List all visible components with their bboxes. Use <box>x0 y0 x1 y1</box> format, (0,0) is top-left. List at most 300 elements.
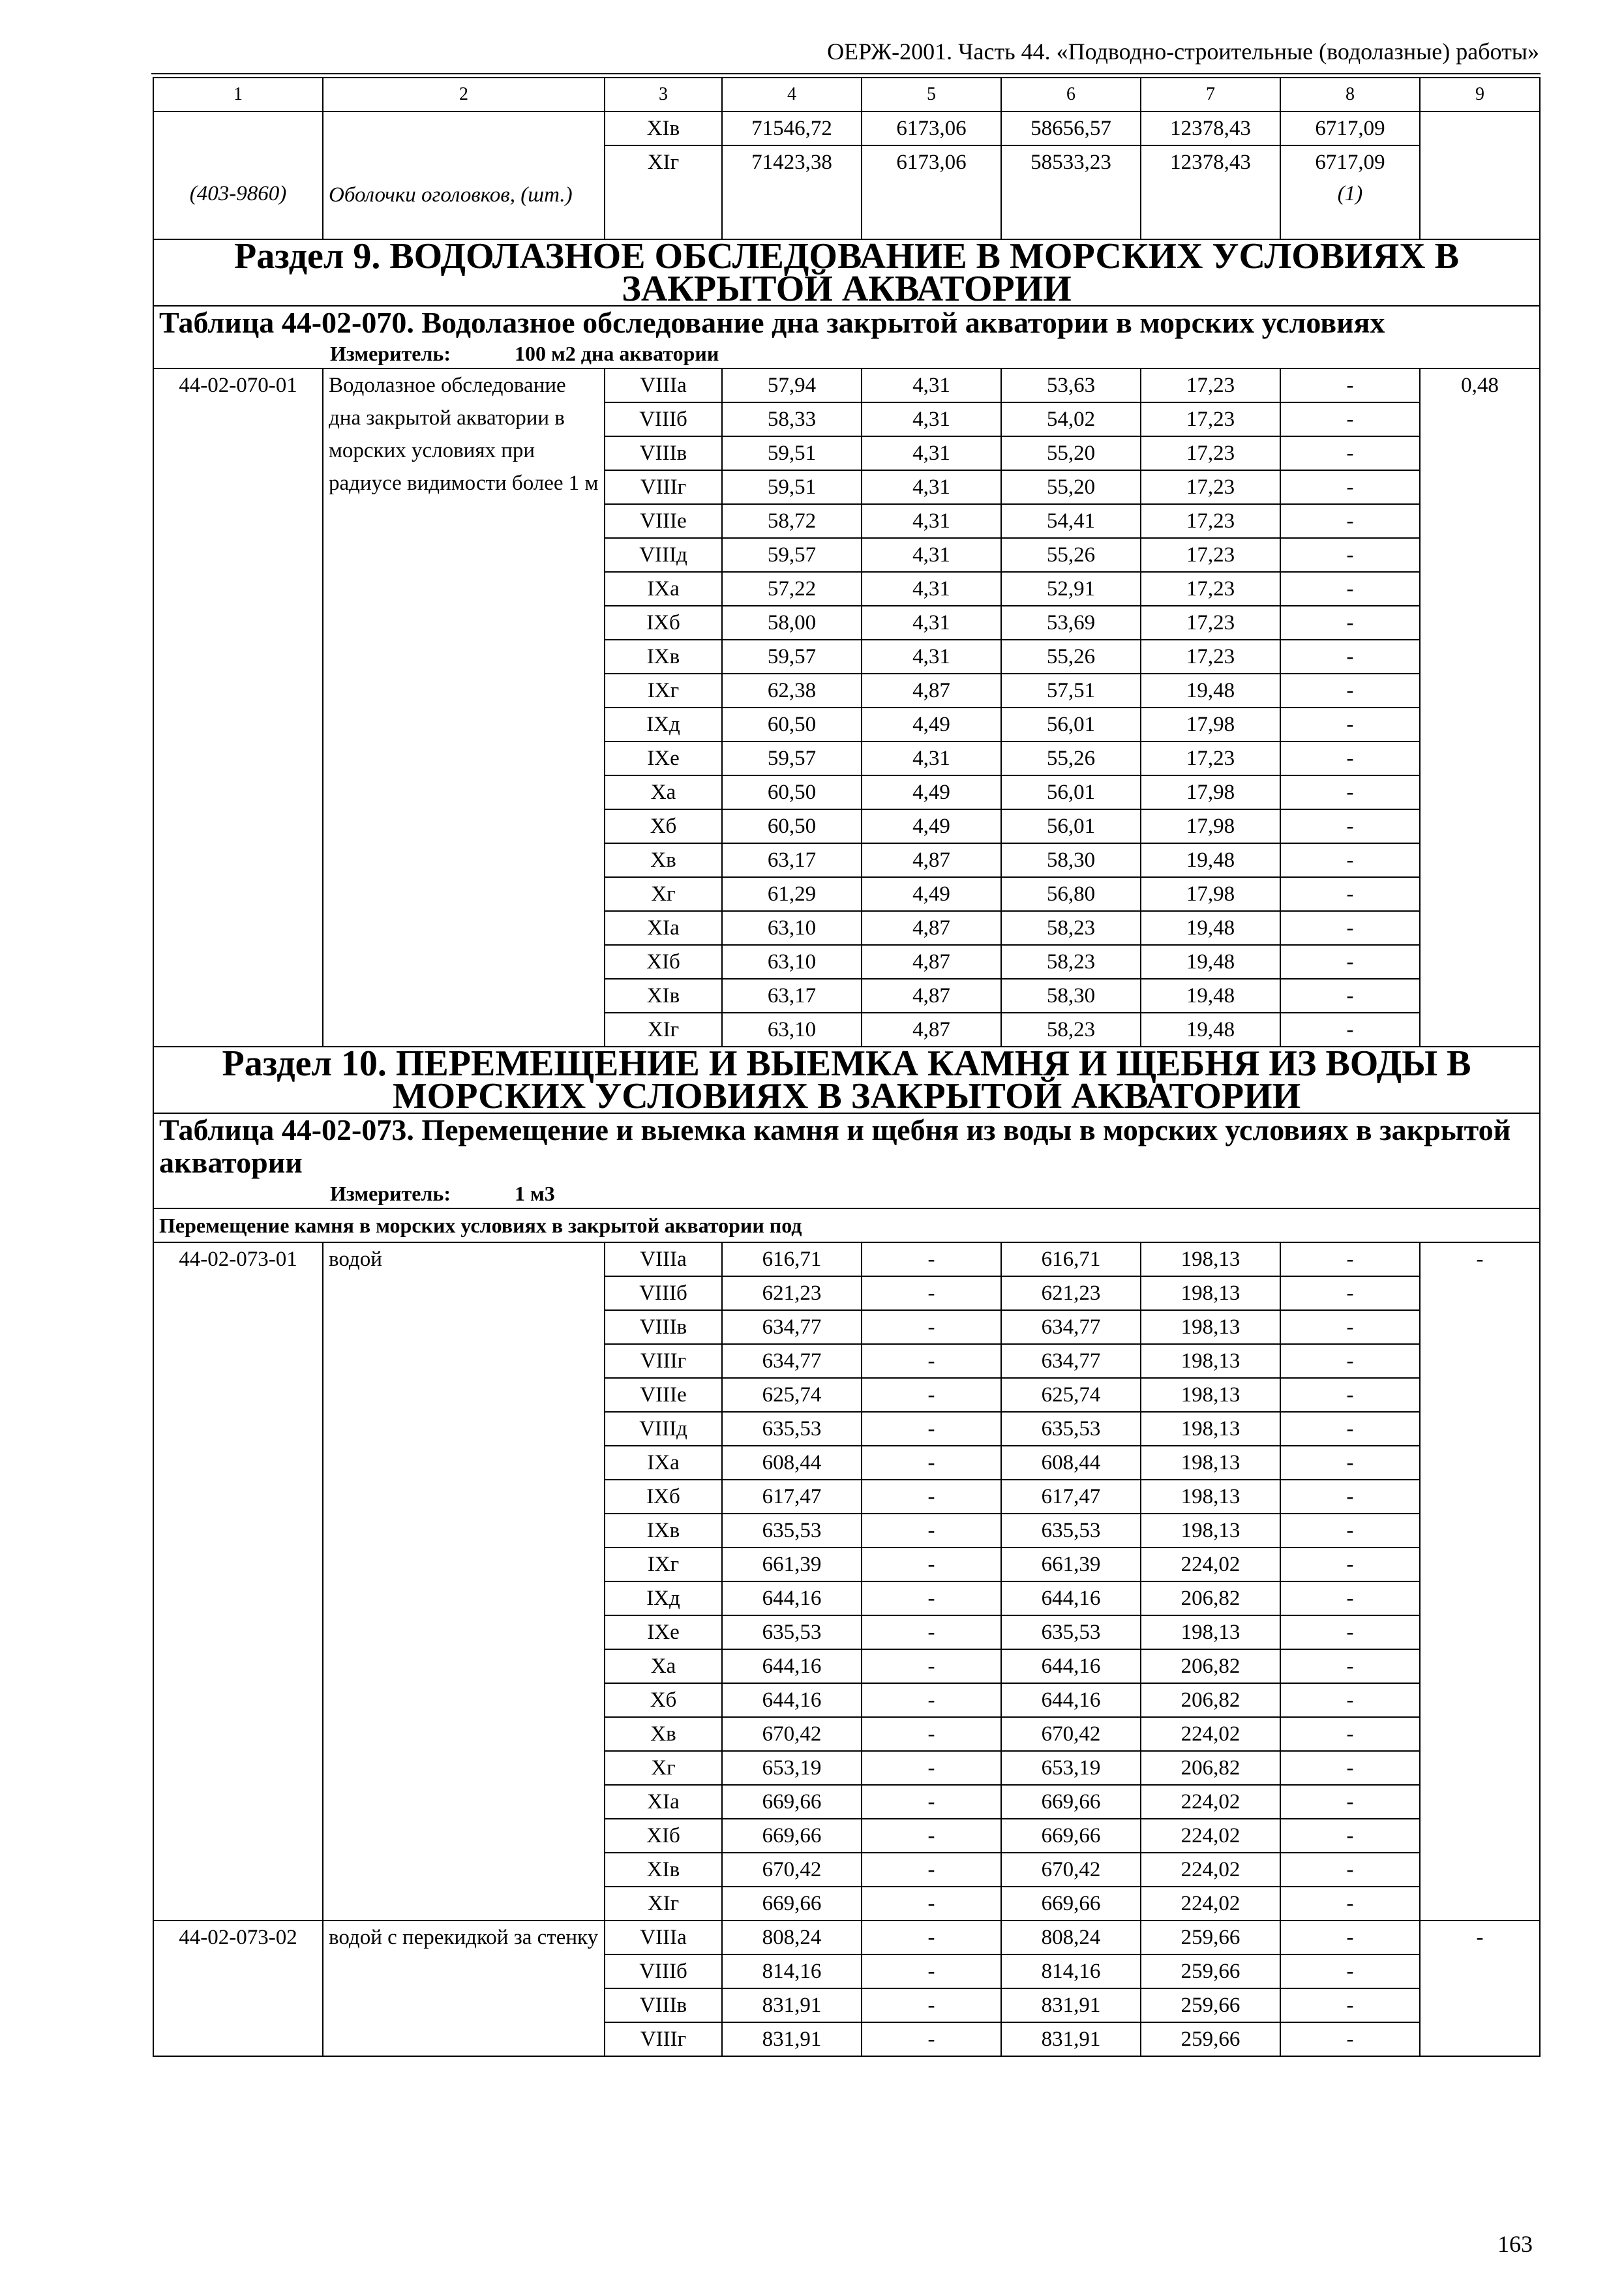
value-cell: 58656,57 <box>1001 112 1141 145</box>
empty-cell <box>1141 179 1280 239</box>
table-title-text: Таблица 44-02-073. Перемещение и выемка камня и щебня из воды в морских условиях в закрытой акватории <box>159 1113 1511 1179</box>
value-cell: 198,13 <box>1141 1480 1280 1514</box>
item-name: Водолазное обследование дна закрытой акватории в морских условиях при радиусе видимости более 1 м <box>323 368 605 1047</box>
value-cell: 198,13 <box>1141 1310 1280 1344</box>
value-cell: - <box>1280 1581 1420 1615</box>
value-cell: 71546,72 <box>722 112 862 145</box>
value-cell: - <box>1280 1412 1420 1446</box>
empty-cell <box>1420 179 1540 239</box>
value-cell: - <box>862 1954 1001 1988</box>
value-cell: 19,48 <box>1141 945 1280 979</box>
zone-cell: XIб <box>605 945 722 979</box>
value-cell: 58,00 <box>722 606 862 640</box>
value-cell: - <box>862 1683 1001 1717</box>
value-cell: - <box>862 1988 1001 2022</box>
column-number: 5 <box>862 78 1001 112</box>
value-cell: 60,50 <box>722 775 862 809</box>
zone-cell: VIIIе <box>605 1378 722 1412</box>
value-cell: 644,16 <box>1001 1649 1141 1683</box>
value-cell: 4,49 <box>862 809 1001 843</box>
value-cell: - <box>1280 1615 1420 1649</box>
value-cell: 17,98 <box>1141 708 1280 741</box>
value-cell: - <box>1280 708 1420 741</box>
value-cell: 608,44 <box>722 1446 862 1480</box>
value-cell: 63,10 <box>722 1013 862 1047</box>
value-cell: 224,02 <box>1141 1887 1280 1921</box>
item-name: водой <box>323 1242 605 1921</box>
value-cell: - <box>1280 1378 1420 1412</box>
value-cell: 59,57 <box>722 640 862 674</box>
value-cell: 198,13 <box>1141 1514 1280 1548</box>
zone-cell: Xб <box>605 809 722 843</box>
value-cell: - <box>862 1480 1001 1514</box>
value-cell: 670,42 <box>1001 1853 1141 1887</box>
value-cell: 259,66 <box>1141 1921 1280 1954</box>
value-cell: 55,26 <box>1001 538 1141 572</box>
value-cell: 55,26 <box>1001 640 1141 674</box>
value-cell: 259,66 <box>1141 1954 1280 1988</box>
value-cell: 608,44 <box>1001 1446 1141 1480</box>
value-cell: 621,23 <box>1001 1276 1141 1310</box>
value-cell: 59,51 <box>722 470 862 504</box>
zone-cell: IXе <box>605 741 722 775</box>
value-cell: - <box>862 1853 1001 1887</box>
value-cell: 198,13 <box>1141 1344 1280 1378</box>
header-rule <box>151 73 1541 74</box>
value-cell: - <box>1280 1988 1420 2022</box>
zone-cell: IXа <box>605 1446 722 1480</box>
value-cell: 669,66 <box>1001 1819 1141 1853</box>
section-heading: Раздел 10. ПЕРЕМЕЩЕНИЕ И ВЫЕМКА КАМНЯ И ЩЕБНЯ ИЗ ВОДЫ В МОРСКИХ УСЛОВИЯХ В ЗАКРЫТОЙ АКВАТОРИИ <box>153 1047 1540 1113</box>
value-cell: 669,66 <box>722 1887 862 1921</box>
value-cell: - <box>1280 911 1420 945</box>
item-c9: - <box>1420 1242 1540 1921</box>
zone-cell: VIIIг <box>605 2022 722 2056</box>
value-cell: 17,23 <box>1141 402 1280 436</box>
zone-cell: VIIIб <box>605 1954 722 1988</box>
value-cell: 4,31 <box>862 436 1001 470</box>
value-cell: - <box>1280 1954 1420 1988</box>
value-cell: 670,42 <box>1001 1717 1141 1751</box>
value-cell: 4,87 <box>862 674 1001 708</box>
empty-cell <box>1001 179 1141 239</box>
value-cell: 58,72 <box>722 504 862 538</box>
zone-cell: Xг <box>605 877 722 911</box>
value-cell: - <box>862 1276 1001 1310</box>
value-cell: 625,74 <box>722 1378 862 1412</box>
value-cell: - <box>1280 640 1420 674</box>
value-cell: 59,51 <box>722 436 862 470</box>
value-cell: - <box>1280 538 1420 572</box>
value-cell: 670,42 <box>722 1717 862 1751</box>
zone-cell: VIIIг <box>605 470 722 504</box>
zone-cell: VIIIв <box>605 1988 722 2022</box>
value-cell: 62,38 <box>722 674 862 708</box>
value-cell: - <box>1280 1480 1420 1514</box>
zone-cell: Xа <box>605 1649 722 1683</box>
value-cell: 669,66 <box>722 1785 862 1819</box>
zone-cell: XIв <box>605 112 722 145</box>
running-header: ОЕРЖ-2001. Часть 44. «Подводно-строительные (водолазные) работы» <box>827 38 1539 65</box>
resource-name: Оболочки оголовков, (шт.) <box>323 179 605 239</box>
table-70-title-row <box>153 306 1540 368</box>
column-number: 7 <box>1141 78 1280 112</box>
value-cell: - <box>862 1378 1001 1412</box>
value-cell: - <box>1280 1819 1420 1853</box>
table-73-title-row <box>153 1113 1540 1208</box>
code-cell <box>153 145 323 179</box>
value-cell: - <box>1280 1548 1420 1581</box>
value-cell: - <box>862 2022 1001 2056</box>
value-cell: 669,66 <box>1001 1785 1141 1819</box>
zone-cell: XIг <box>605 1013 722 1047</box>
section-9-heading-row <box>153 239 1540 306</box>
value-cell: 58,23 <box>1001 1013 1141 1047</box>
zone-cell: Xв <box>605 1717 722 1751</box>
value-cell: - <box>1280 1717 1420 1751</box>
value-cell: - <box>1280 741 1420 775</box>
value-cell: - <box>1280 1921 1420 1954</box>
value-cell: - <box>1280 809 1420 843</box>
value-cell: 206,82 <box>1141 1649 1280 1683</box>
value-cell: 198,13 <box>1141 1378 1280 1412</box>
zone-cell: XIг <box>605 145 722 179</box>
value-cell: 63,10 <box>722 911 862 945</box>
value-cell: - <box>1280 1649 1420 1683</box>
value-cell: 17,23 <box>1141 741 1280 775</box>
zone-cell: IXв <box>605 1514 722 1548</box>
zone-cell: XIв <box>605 1853 722 1887</box>
value-cell: - <box>1280 572 1420 606</box>
zone-cell: VIIIа <box>605 368 722 402</box>
value-cell: 17,23 <box>1141 606 1280 640</box>
value-cell: 4,31 <box>862 572 1001 606</box>
column-number: 8 <box>1280 78 1420 112</box>
value-cell: 4,31 <box>862 741 1001 775</box>
value-cell: 4,31 <box>862 368 1001 402</box>
page-number: 163 <box>1497 2231 1533 2257</box>
value-cell: 644,16 <box>722 1581 862 1615</box>
zone-cell: VIIIг <box>605 1344 722 1378</box>
zone-cell: XIг <box>605 1887 722 1921</box>
column-number: 4 <box>722 78 862 112</box>
value-cell: 206,82 <box>1141 1683 1280 1717</box>
value-cell: - <box>1280 1242 1420 1276</box>
value-cell: 198,13 <box>1141 1412 1280 1446</box>
value-cell: 17,23 <box>1141 538 1280 572</box>
value-cell: 53,63 <box>1001 368 1141 402</box>
value-cell: 12378,43 <box>1141 112 1280 145</box>
value-cell: 54,02 <box>1001 402 1141 436</box>
table-row <box>153 112 1540 145</box>
value-cell: - <box>862 1514 1001 1548</box>
value-cell: 808,24 <box>1001 1921 1141 1954</box>
value-cell: 616,71 <box>722 1242 862 1276</box>
value-cell: - <box>1280 504 1420 538</box>
item-code: 44-02-073-01 <box>153 1242 323 1921</box>
value-cell: 17,23 <box>1141 368 1280 402</box>
resource-row <box>153 179 1540 239</box>
zone-cell: IXа <box>605 572 722 606</box>
section-10-heading-row <box>153 1047 1540 1113</box>
value-cell: 224,02 <box>1141 1853 1280 1887</box>
value-cell: 61,29 <box>722 877 862 911</box>
value-cell: 617,47 <box>1001 1480 1141 1514</box>
zone-cell: VIIIд <box>605 538 722 572</box>
value-cell: 644,16 <box>1001 1581 1141 1615</box>
value-cell: - <box>1280 2022 1420 2056</box>
item-c9: - <box>1420 1921 1540 2056</box>
empty-cell <box>862 179 1001 239</box>
value-cell: 831,91 <box>1001 1988 1141 2022</box>
value-cell: 19,48 <box>1141 1013 1280 1047</box>
value-cell: 617,47 <box>722 1480 862 1514</box>
zone-cell: VIIIд <box>605 1412 722 1446</box>
value-cell: - <box>862 1412 1001 1446</box>
zone-cell: XIв <box>605 979 722 1013</box>
value-cell: 635,53 <box>1001 1615 1141 1649</box>
value-cell: 635,53 <box>722 1412 862 1446</box>
value-cell: 55,20 <box>1001 436 1141 470</box>
zone-cell: XIа <box>605 1785 722 1819</box>
value-cell: 54,41 <box>1001 504 1141 538</box>
value-cell: 17,23 <box>1141 470 1280 504</box>
zone-cell: IXб <box>605 1480 722 1514</box>
zone-cell: IXе <box>605 1615 722 1649</box>
value-cell: 17,98 <box>1141 775 1280 809</box>
value-cell: 56,80 <box>1001 877 1141 911</box>
value-cell: - <box>1280 1013 1420 1047</box>
value-cell: 17,23 <box>1141 572 1280 606</box>
value-cell: 198,13 <box>1141 1276 1280 1310</box>
value-cell: 206,82 <box>1141 1751 1280 1785</box>
column-number: 9 <box>1420 78 1540 112</box>
value-cell: 621,23 <box>722 1276 862 1310</box>
value-cell: - <box>1280 945 1420 979</box>
value-cell: - <box>1280 402 1420 436</box>
value-cell: 814,16 <box>1001 1954 1141 1988</box>
value-cell: 6717,09 <box>1280 145 1420 179</box>
value-cell: 634,77 <box>722 1344 862 1378</box>
value-cell: 63,10 <box>722 945 862 979</box>
value-cell: 4,49 <box>862 708 1001 741</box>
value-cell: - <box>862 1819 1001 1853</box>
zone-cell: XIб <box>605 1819 722 1853</box>
value-cell: - <box>862 1548 1001 1581</box>
table-title <box>153 1113 1540 1208</box>
rates-table <box>153 77 1541 2057</box>
value-cell: 59,57 <box>722 741 862 775</box>
code-cell <box>153 112 323 145</box>
meter-value: 100 м2 дна акватории <box>514 342 719 365</box>
name-cell <box>323 145 605 179</box>
value-cell: - <box>1280 877 1420 911</box>
value-cell: 198,13 <box>1141 1615 1280 1649</box>
value-cell: 814,16 <box>722 1954 862 1988</box>
meter-label: Измеритель: <box>330 342 451 365</box>
value-cell: - <box>862 1615 1001 1649</box>
value-cell: 57,94 <box>722 368 862 402</box>
value-cell: - <box>862 1921 1001 1954</box>
value-cell: - <box>862 1785 1001 1819</box>
value-cell: - <box>862 1887 1001 1921</box>
value-cell: - <box>1280 606 1420 640</box>
value-cell: 635,53 <box>722 1615 862 1649</box>
value-cell: 634,77 <box>1001 1310 1141 1344</box>
value-cell <box>1420 112 1540 145</box>
value-cell: - <box>862 1751 1001 1785</box>
value-cell: 669,66 <box>722 1819 862 1853</box>
value-cell: 259,66 <box>1141 1988 1280 2022</box>
value-cell: - <box>1280 1344 1420 1378</box>
table-row <box>153 1921 1540 1954</box>
value-cell: - <box>862 1581 1001 1615</box>
value-cell: 625,74 <box>1001 1378 1141 1412</box>
value-cell: 831,91 <box>722 2022 862 2056</box>
zone-cell: IXв <box>605 640 722 674</box>
meter-line <box>159 1179 1534 1208</box>
value-cell: - <box>1280 1853 1420 1887</box>
value-cell: 831,91 <box>722 1988 862 2022</box>
value-cell: 17,23 <box>1141 640 1280 674</box>
value-cell: 4,49 <box>862 775 1001 809</box>
value-cell: 57,22 <box>722 572 862 606</box>
value-cell: 55,26 <box>1001 741 1141 775</box>
value-cell: 224,02 <box>1141 1819 1280 1853</box>
value-cell <box>1420 145 1540 179</box>
value-cell: 808,24 <box>722 1921 862 1954</box>
value-cell: 4,87 <box>862 911 1001 945</box>
zone-cell: VIIIв <box>605 436 722 470</box>
meter-label: Измеритель: <box>330 1182 451 1205</box>
value-cell: 56,01 <box>1001 809 1141 843</box>
value-cell: 52,91 <box>1001 572 1141 606</box>
value-cell: 644,16 <box>722 1683 862 1717</box>
item-name: водой с перекидкой за стенку <box>323 1921 605 2056</box>
empty-cell <box>605 179 722 239</box>
subheader: Перемещение камня в морских условиях в закрытой акватории под <box>153 1208 1540 1242</box>
value-cell: 60,50 <box>722 708 862 741</box>
value-cell: 661,39 <box>722 1548 862 1581</box>
value-cell: 56,01 <box>1001 708 1141 741</box>
value-cell: 635,53 <box>722 1514 862 1548</box>
zone-cell: Xг <box>605 1751 722 1785</box>
value-cell: - <box>1280 1446 1420 1480</box>
value-cell: 17,23 <box>1141 436 1280 470</box>
value-cell: 4,31 <box>862 470 1001 504</box>
zone-cell: IXд <box>605 1581 722 1615</box>
table-row <box>153 368 1540 402</box>
value-cell: 4,31 <box>862 538 1001 572</box>
value-cell: 198,13 <box>1141 1446 1280 1480</box>
value-cell: 6173,06 <box>862 112 1001 145</box>
column-number: 3 <box>605 78 722 112</box>
table-row <box>153 1242 1540 1276</box>
value-cell: 198,13 <box>1141 1242 1280 1276</box>
resource-code: (403-9860) <box>153 179 323 239</box>
zone-cell: VIIIб <box>605 402 722 436</box>
value-cell: - <box>862 1446 1001 1480</box>
value-cell: 224,02 <box>1141 1717 1280 1751</box>
value-cell: 63,17 <box>722 843 862 877</box>
value-cell: 4,87 <box>862 843 1001 877</box>
value-cell: 6717,09 <box>1280 112 1420 145</box>
value-cell: 4,87 <box>862 945 1001 979</box>
value-cell: 19,48 <box>1141 674 1280 708</box>
value-cell: 17,98 <box>1141 809 1280 843</box>
value-cell: 63,17 <box>722 979 862 1013</box>
value-cell: - <box>1280 368 1420 402</box>
value-cell: 60,50 <box>722 809 862 843</box>
zone-cell: IXб <box>605 606 722 640</box>
value-cell: - <box>1280 1751 1420 1785</box>
zone-cell: VIIIв <box>605 1310 722 1344</box>
value-cell: 55,20 <box>1001 470 1141 504</box>
value-cell: - <box>1280 979 1420 1013</box>
value-cell: 635,53 <box>1001 1412 1141 1446</box>
subheader-row <box>153 1208 1540 1242</box>
value-cell: 58,23 <box>1001 945 1141 979</box>
resource-quantity: (1) <box>1280 179 1420 239</box>
empty-cell <box>722 179 862 239</box>
name-cell <box>323 112 605 145</box>
value-cell: - <box>1280 674 1420 708</box>
value-cell: 644,16 <box>1001 1683 1141 1717</box>
value-cell: 71423,38 <box>722 145 862 179</box>
zone-cell: IXд <box>605 708 722 741</box>
item-code: 44-02-073-02 <box>153 1921 323 2056</box>
zone-cell: VIIIб <box>605 1276 722 1310</box>
zone-cell: Xа <box>605 775 722 809</box>
item-code: 44-02-070-01 <box>153 368 323 1047</box>
zone-cell: VIIIе <box>605 504 722 538</box>
section-heading: Раздел 9. ВОДОЛАЗНОЕ ОБСЛЕДОВАНИЕ В МОРСКИХ УСЛОВИЯХ В ЗАКРЫТОЙ АКВАТОРИИ <box>153 239 1540 306</box>
table-row <box>153 145 1540 179</box>
value-cell: - <box>1280 1514 1420 1548</box>
value-cell: 661,39 <box>1001 1548 1141 1581</box>
zone-cell: IXг <box>605 1548 722 1581</box>
value-cell: - <box>1280 470 1420 504</box>
value-cell: - <box>862 1344 1001 1378</box>
value-cell: 17,98 <box>1141 877 1280 911</box>
value-cell: - <box>1280 1785 1420 1819</box>
column-number: 6 <box>1001 78 1141 112</box>
value-cell: 19,48 <box>1141 843 1280 877</box>
value-cell: - <box>1280 1887 1420 1921</box>
value-cell: 831,91 <box>1001 2022 1141 2056</box>
value-cell: 634,77 <box>722 1310 862 1344</box>
value-cell: 4,87 <box>862 1013 1001 1047</box>
value-cell: 4,31 <box>862 402 1001 436</box>
column-number: 2 <box>323 78 605 112</box>
value-cell: 616,71 <box>1001 1242 1141 1276</box>
value-cell: - <box>1280 436 1420 470</box>
value-cell: - <box>862 1242 1001 1276</box>
value-cell: 635,53 <box>1001 1514 1141 1548</box>
value-cell: 224,02 <box>1141 1785 1280 1819</box>
zone-cell: VIIIа <box>605 1921 722 1954</box>
value-cell: 53,69 <box>1001 606 1141 640</box>
zone-cell: VIIIа <box>605 1242 722 1276</box>
value-cell: 4,31 <box>862 606 1001 640</box>
value-cell: 669,66 <box>1001 1887 1141 1921</box>
value-cell: 224,02 <box>1141 1548 1280 1581</box>
value-cell: - <box>862 1717 1001 1751</box>
value-cell: 57,51 <box>1001 674 1141 708</box>
value-cell: 19,48 <box>1141 911 1280 945</box>
value-cell: - <box>862 1310 1001 1344</box>
value-cell: 19,48 <box>1141 979 1280 1013</box>
